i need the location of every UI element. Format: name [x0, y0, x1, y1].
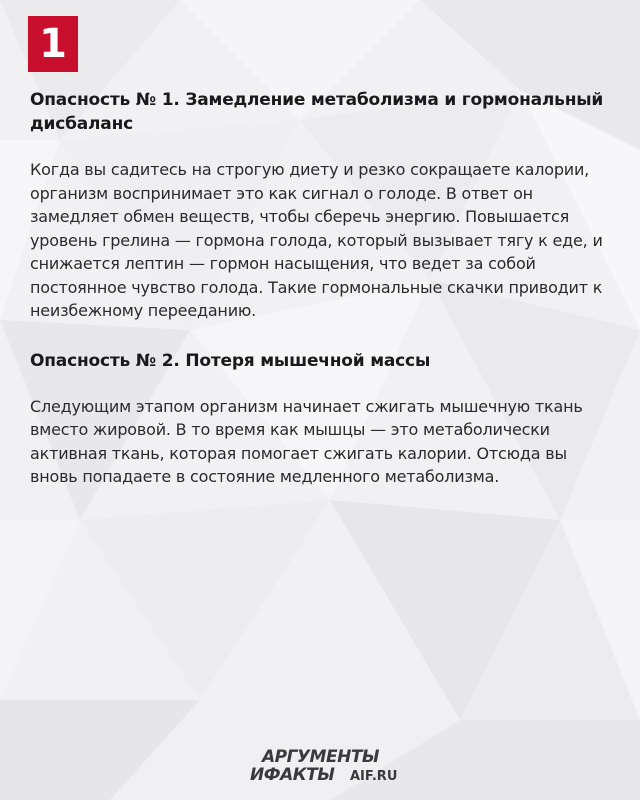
- section-body: Следующим этапом организм начинает сжигать мышечную ткань вместо жировой. В то время как мышцы — это метаболически активная ткань, которая помогает сжигать калории. Отсюда вы вновь попадаете в состояние медленного метаболизма.: [30, 396, 583, 486]
- aif-logo: [250, 748, 420, 788]
- section-title: Опасность № 1. Замедление метаболизма и гормональный дисбаланс: [30, 90, 604, 134]
- article-content: [30, 88, 610, 489]
- section-title: Опасность № 2. Потеря мышечной массы: [30, 350, 431, 371]
- logo-line-2: ИФАКТЫ: [250, 765, 335, 785]
- page-number-badge: 1: [28, 16, 78, 72]
- logo-site: AIF.RU: [350, 769, 398, 784]
- logo-line-1: АРГУМЕНТЫ: [262, 747, 380, 767]
- section-danger-2: [30, 349, 610, 489]
- section-danger-1: [30, 88, 610, 323]
- section-body: Когда вы садитесь на строгую диету и резко сокращаете калории, организм воспринимает это как сигнал о голоде. В ответ он замедляет обмен веществ, чтобы сберечь энергию. Повышается уровень грелина — гормона голода, который вызывает тягу к еде, и снижается лептин — гормон насыщения, что ведет за собой постоянное чувство голода. Такие гормональные скачки приводит к неизбежному перееданию.: [30, 160, 603, 320]
